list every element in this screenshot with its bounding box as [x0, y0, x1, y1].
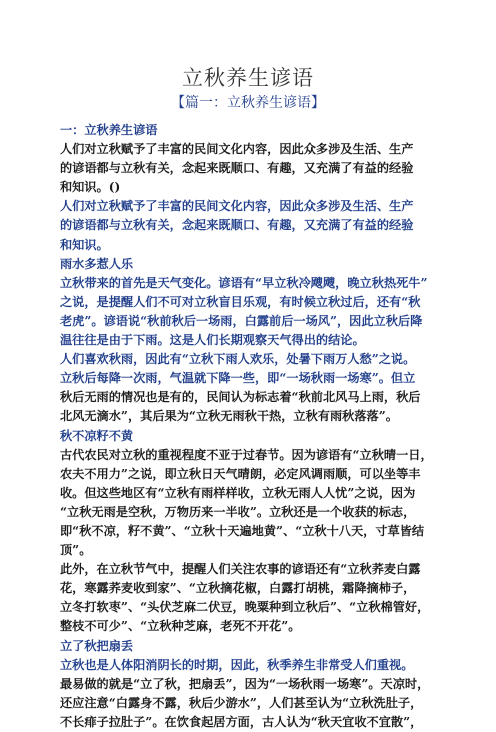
text-line: 不长痱子拉肚子”。在饮食起居方面，古人认为“秋天宜收不宜散”， — [60, 714, 423, 729]
text-line: 还应注意“白露身不露，秋后少游水”，人们甚至认为“立秋洗肚子， — [60, 695, 423, 710]
text-line-highlight: 立了秋把扇丢 — [60, 638, 134, 653]
text-line: 人们对立秋赋予了丰富的民间文化内容，因此众多涉及生活、生产 — [60, 142, 414, 157]
text-line: 即“秋不凉，籽不黄”、“立秋十天遍地黄”、“立秋十八天，寸草皆结 — [60, 523, 425, 538]
text-line-highlight: 雨水多惹人乐 — [60, 256, 134, 271]
text-line-highlight: 立秋也是人体阳消阴长的时期，因此，秋季养生非常受人们重视。 — [60, 657, 414, 672]
text-line: 此外，在立秋节气中，提醒人们关注农事的谚语还有“立秋荞麦白露 — [60, 562, 421, 577]
text-line: 最易做的就是“立了秋，把扇丢”，因为“一场秋雨一场寒”。天凉时， — [60, 676, 430, 691]
text-line-highlight: 一：立秋养生谚语 — [60, 123, 158, 137]
document-title: 立秋养生谚语 — [182, 66, 314, 90]
text-line: 的谚语都与立秋有关，念起来既顺口、有趣，又充满了有益的经验 — [60, 161, 414, 176]
text-line: 立冬打软枣”、“头伏芝麻二伏豆，晚粟种到立秋后”、“立秋棉管好， — [60, 600, 430, 615]
text-line: 和知识。() — [60, 180, 121, 195]
text-line: 收。但这些地区有“立秋有雨样样收，立秋无雨人人忧”之说，因为 — [60, 485, 416, 500]
text-line: 北风无滴水”，其后果为“立秋无雨秋干热，立秋有雨秋落落”。 — [60, 409, 398, 424]
text-line-highlight: 的谚语都与立秋有关，念起来既顺口、有趣，又充满了有益的经验 — [60, 218, 414, 233]
text-line-highlight: 温往往是由于下雨。这是人们长期观察天气得出的结论。 — [60, 333, 365, 348]
text-line-highlight: 立秋后每降一次雨，气温就下降一些，即“一场秋雨一场寒”。但立 — [60, 371, 416, 386]
text-line-highlight: 之说，是提醒人们不可对立秋盲目乐观，有时候立秋过后，还有“秋 — [60, 294, 421, 309]
text-line-highlight: 立秋带来的首先是天气变化。谚语有“早立秋冷飕飕，晚立秋热死牛” — [60, 275, 428, 290]
text-line: 顶”。 — [60, 543, 92, 558]
text-line: 农夫不用力”之说，即立秋日天气晴朗，必定风调雨顺，可以坐等丰 — [60, 466, 421, 481]
text-line: 秋后无雨的情况也是有的，民间认为标志着“秋前北风马上雨，秋后 — [60, 390, 421, 405]
document-subtitle: 【篇一：立秋养生谚语】 — [171, 95, 325, 111]
text-line: 整枝不可少”、“立秋种芝麻，老死不开花”。 — [60, 619, 301, 634]
text-line-highlight: 老虎”。谚语说“秋前秋后一场雨，白露前后一场风”，因此立秋后降 — [60, 313, 423, 328]
text-line: “立秋无雨是空秋，万物历来一半收”。立秋还是一个收获的标志， — [60, 504, 416, 519]
text-line-highlight: 人们喜欢秋雨，因此有“立秋下雨人欢乐，处暑下雨万人愁”之说。 — [60, 352, 416, 367]
document-body — [60, 121, 440, 732]
text-line-highlight: 人们对立秋赋予了丰富的民间文化内容，因此众多涉及生活、生产 — [60, 199, 414, 214]
text-line: 花，寒露荞麦收到家”、“立秋摘花椒，白露打胡桃，霜降摘柿子， — [60, 581, 416, 596]
text-line-highlight: 秋不凉籽不黄 — [60, 428, 134, 443]
text-line-highlight: 和知识。 — [60, 237, 109, 252]
text-line: 古代农民对立秋的重视程度不亚于过春节。因为谚语有“立秋晴一日， — [60, 447, 433, 462]
